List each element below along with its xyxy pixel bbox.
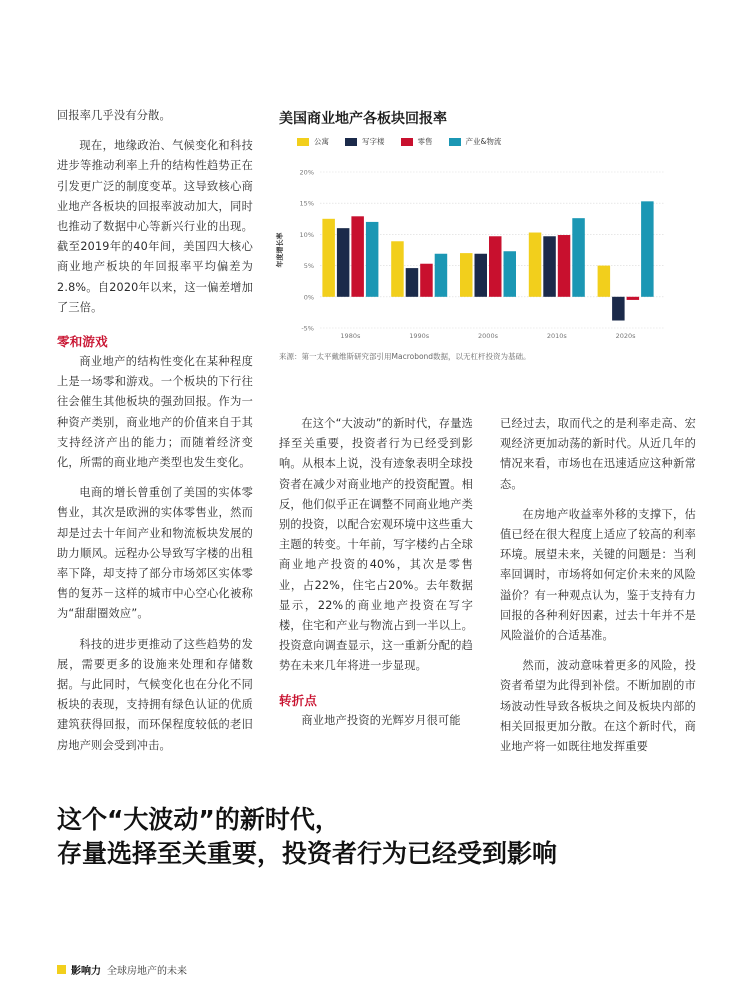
- legend-item-apartment: [297, 136, 329, 147]
- x-tick-label: 2020s: [615, 332, 636, 340]
- x-tick-label: 2000s: [478, 332, 498, 340]
- bar: [627, 297, 640, 300]
- legend-swatch: [345, 138, 357, 146]
- x-tick-label: 1980s: [340, 332, 361, 340]
- chart-source: 来源：第一太平戴维斯研究部引用Macrobond数据，以无杠杆投资为基础。: [279, 352, 531, 361]
- bar: [475, 254, 488, 297]
- paragraph: 然而，波动意味着更多的风险，投资者希望为此得到补偿。不断加剧的市场波动性导致各板块之间及板块内部的相关回报更加分散。在这个新时代，商业地产将一如既往地发挥重要: [500, 659, 696, 754]
- bar: [391, 241, 404, 297]
- legend-label: 公寓: [314, 137, 329, 146]
- page-footer: [57, 962, 187, 977]
- bar: [460, 253, 473, 297]
- bar: [435, 254, 448, 297]
- footer-subtitle: 全球房地产的未来: [107, 966, 187, 977]
- bar: [337, 228, 350, 297]
- legend-swatch: [297, 138, 309, 146]
- bar: [366, 222, 379, 297]
- paragraph: 在房地产收益率外移的支撑下，估值已经在很大程度上适应了较高的利率环境。展望未来，关键的问题是：当利率回调时，市场将如何定价未来的风险溢价？有一种观点认为，鉴于支持有力回报的各种利好因素，过去十年并不是风险溢价的合适基准。: [500, 507, 696, 643]
- y-tick-label: 0%: [303, 293, 314, 302]
- paragraph: 商业地产的结构性变化在某种程度上是一场零和游戏。一个板块的下行往往会催生其他板块的强劲回报。作为一种资产类别，商业地产的价值来自于其支持经济产出的能力；而随着经济变化，所需的商业地产类型也发生变化。: [57, 355, 253, 470]
- chart-legend: [297, 136, 517, 147]
- y-axis-label: 年度增长率: [276, 232, 284, 268]
- legend-label: 产业&物流: [465, 137, 502, 146]
- bar: [504, 251, 517, 297]
- x-tick-label: 2010s: [546, 332, 567, 340]
- legend-swatch: [449, 138, 461, 146]
- section-heading-turning-point: 转折点: [279, 692, 318, 708]
- bar: [612, 297, 625, 321]
- paragraph: 科技的进步更推动了这些趋势的发展，需要更多的设施来处理和存储数据。与此同时，气候变化也在分化不同板块的表现，支持拥有绿色认证的优质建筑获得回报，而环保程度较低的老旧房地产则会受到冲击。: [57, 637, 253, 752]
- text-column-3: [500, 414, 696, 767]
- bar: [641, 201, 654, 296]
- chart-title: 美国商业地产各板块回报率: [279, 111, 447, 127]
- bar: [529, 233, 542, 297]
- bar: [572, 218, 585, 297]
- legend-item-office: [345, 136, 385, 147]
- headline-line-1: 这个“大波动”的新时代，: [57, 805, 340, 834]
- paragraph: 现在，地缘政治、气候变化和科技进步等推动利率上升的结构性趋势正在引发更广泛的制度变革。这导致核心商业地产各板块的回报率波动加大，同时也推动了数据中心等新兴行业的出现。截至2019年的40年间，美国四大核心商业地产板块的年回报率平均偏差为 2.8%。自2020年以来，这一偏差增加了三倍。: [57, 139, 253, 314]
- paragraph: 电商的增长曾重创了美国的实体零售业，其次是欧洲的实体零售业，然而却是过去十年间产业和物流板块发展的助力顺风。远程办公导致写字楼的出租率下降，却支持了部分市场郊区实体零售的复苏－这样的城市中心空心化被称为“甜甜圈效应”。: [57, 486, 253, 621]
- bar: [558, 235, 571, 297]
- text-column-1: [57, 106, 253, 766]
- y-tick-label: 15%: [299, 199, 314, 208]
- bar: [351, 216, 364, 296]
- y-tick-label: 20%: [299, 168, 314, 177]
- paragraph: 回报率几乎没有分散。: [57, 109, 171, 122]
- paragraph: 已经过去，取而代之的是利率走高、宏观经济更加动荡的新时代。从近几年的情况来看，市场也在迅速适应这种新常态。: [500, 417, 696, 491]
- legend-item-retail: [401, 136, 433, 147]
- headline-line-2: 存量选择至关重要，投资者行为已经受到影响: [57, 839, 558, 868]
- bar: [322, 219, 335, 297]
- y-tick-label: 5%: [303, 262, 314, 271]
- y-tick-label: 10%: [299, 230, 314, 239]
- footer-brand: 影响力: [71, 966, 101, 977]
- paragraph: 在这个“大波动”的新时代，存量选择至关重要，投资者行为已经受到影响。从根本上说，没有迹象表明全球投资者在减少对商业地产的投资配置。相反，他们似乎正在调整不同商业地产类别的投资，以配合宏观环境中这些重大主题的转变。十年前，写字楼约占全球商业地产投资的40%，其次是零售业，占22%，住宅占20%。去年数据显示，22%的商业地产投资在写字楼，住宅和产业与物流占到一半以上。投资意向调查显示，这一重新分配的趋势在未来几年将进一步显现。: [279, 417, 473, 673]
- section-heading-zero-sum: 零和游戏: [57, 334, 108, 350]
- legend-swatch: [401, 138, 413, 146]
- paragraph: 商业地产投资的光辉岁月很可能: [301, 713, 461, 727]
- bar: [420, 264, 433, 297]
- pull-quote-headline: [57, 803, 557, 871]
- text-column-2: [279, 414, 473, 741]
- bar: [489, 236, 502, 297]
- x-tick-label: 1990s: [409, 332, 430, 340]
- bar: [406, 268, 419, 297]
- bar: [598, 266, 611, 297]
- bar-chart: [272, 158, 672, 344]
- legend-item-industrial: [449, 136, 502, 147]
- legend-label: 零售: [417, 137, 433, 146]
- y-tick-label: -5%: [301, 324, 314, 333]
- bar: [543, 236, 556, 297]
- legend-label: 写字楼: [362, 137, 385, 146]
- footer-marker-icon: [57, 965, 66, 974]
